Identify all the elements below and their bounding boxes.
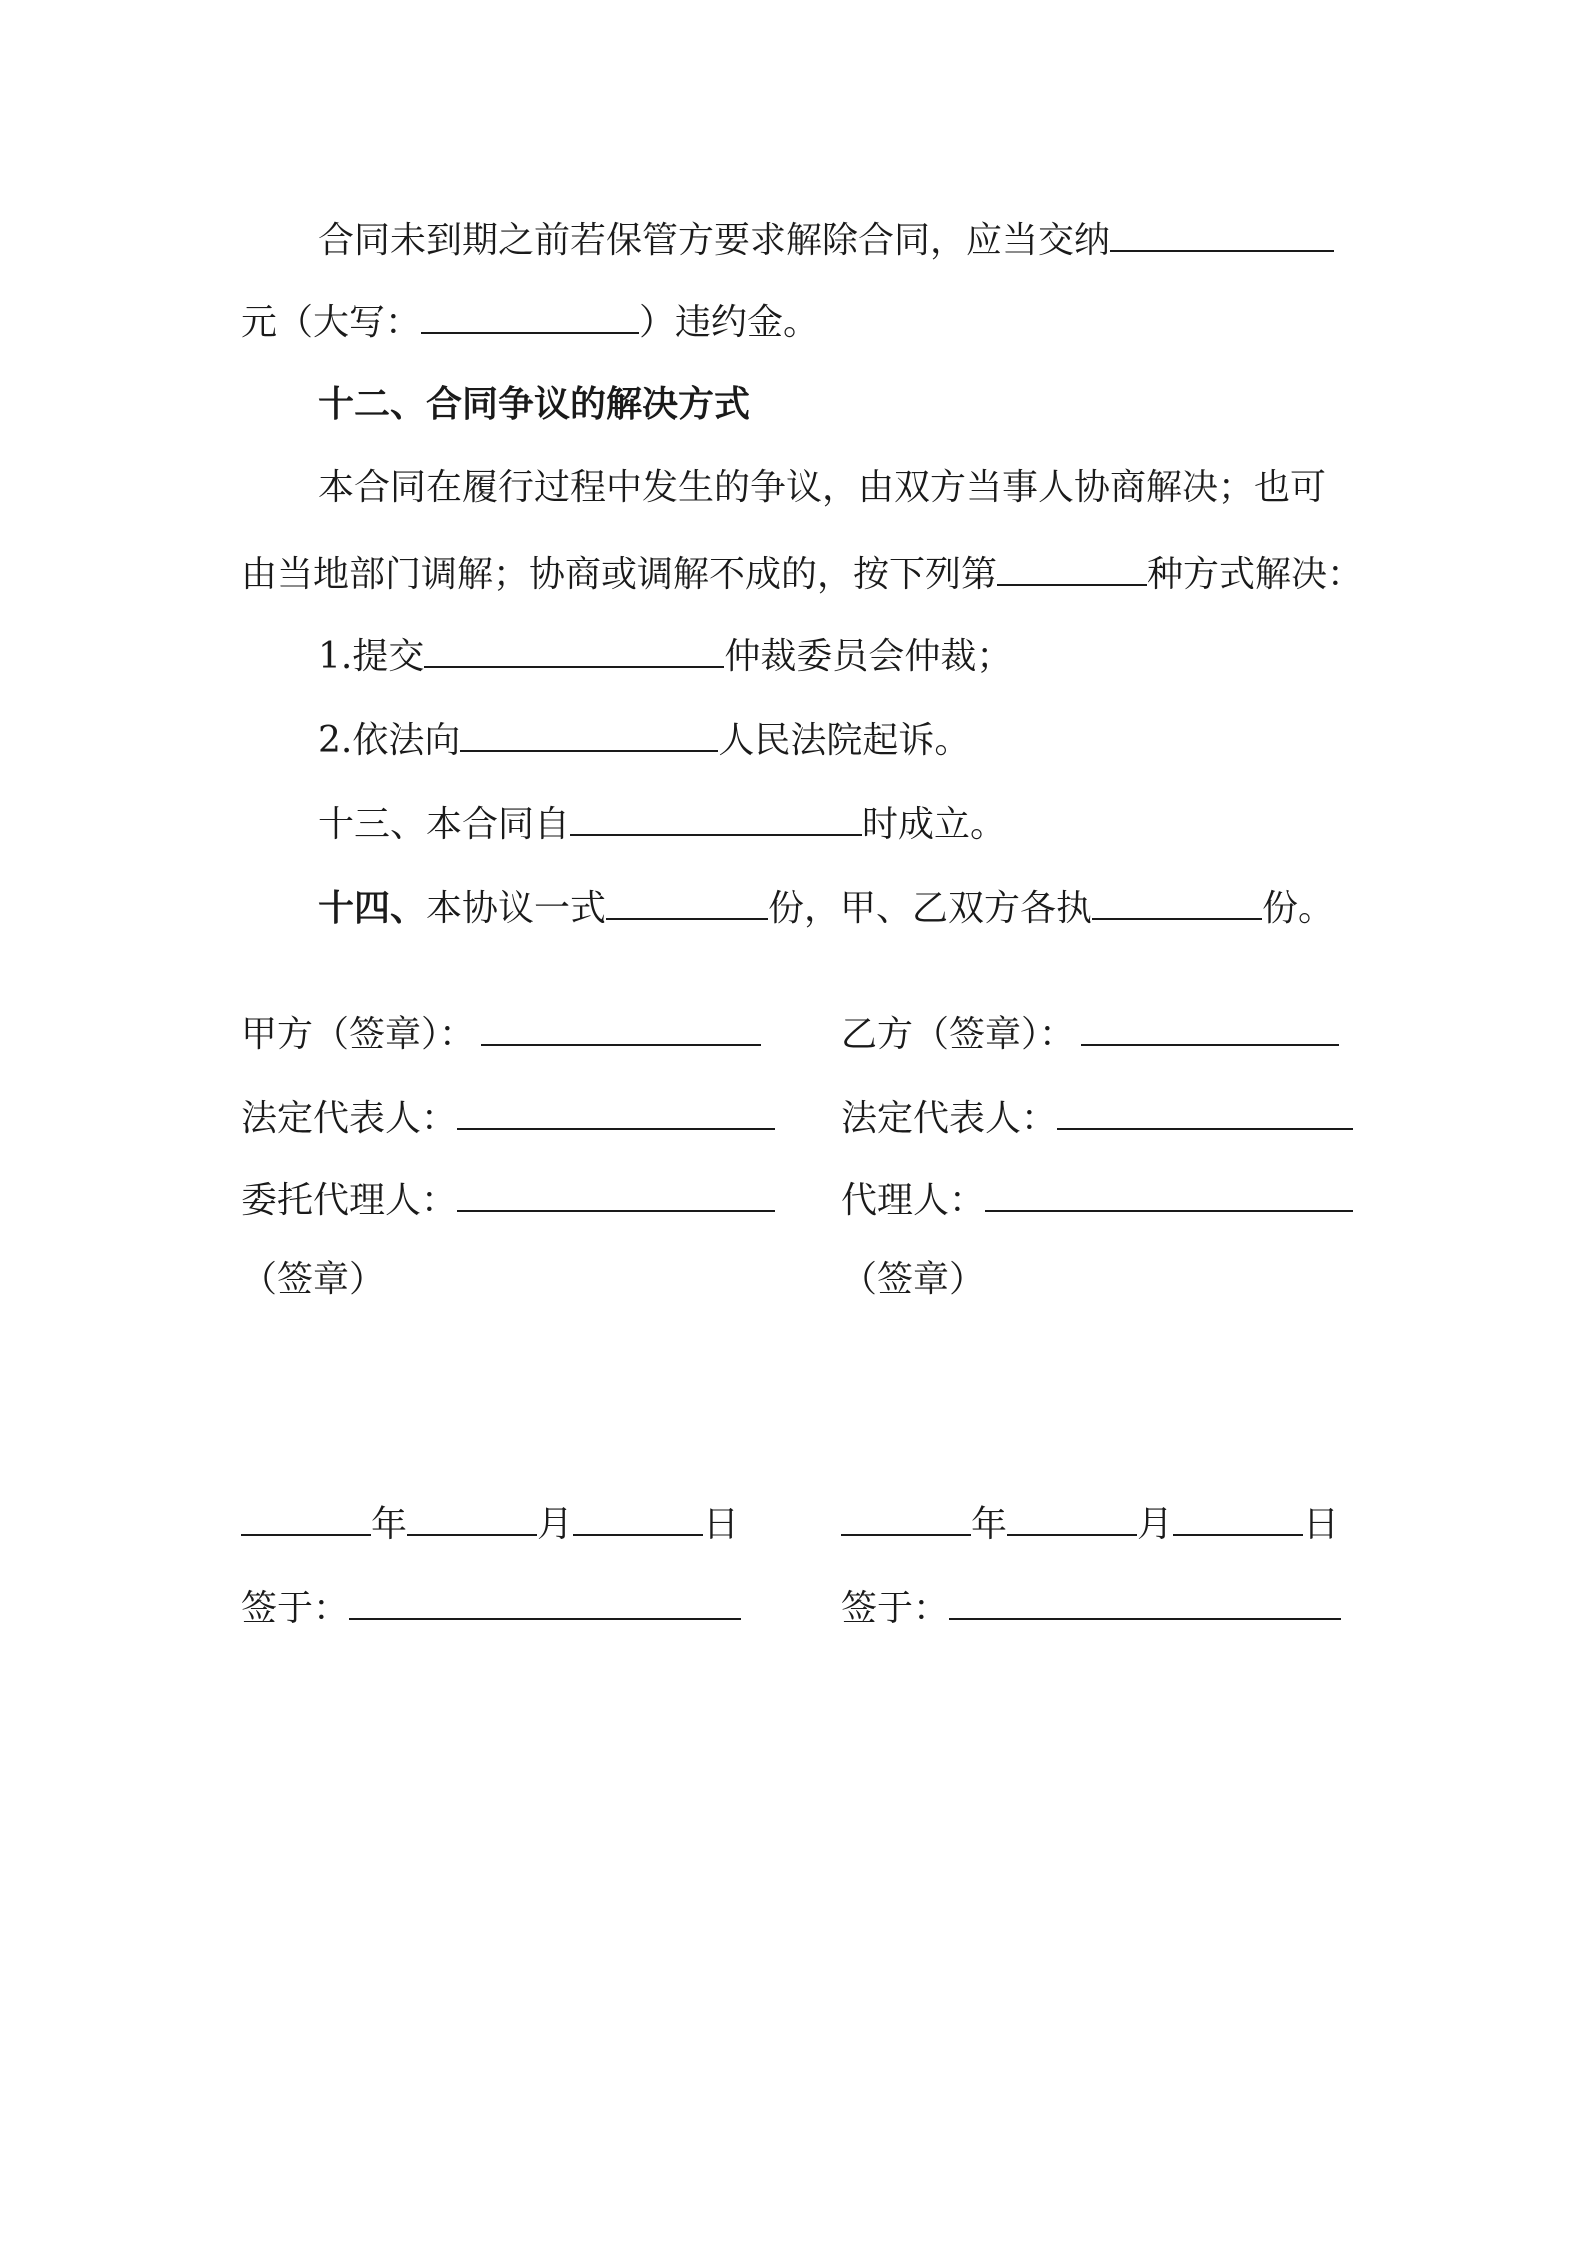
clause14-text: 本协议一式 [426, 888, 607, 929]
party-a-signed-at [241, 1582, 741, 1630]
party-b-sign-blank[interactable] [1081, 1008, 1339, 1046]
penalty-amount-blank[interactable] [1110, 214, 1334, 252]
clause12-para2-suffix: 种方式解决： [1147, 554, 1364, 595]
party-a-sign [241, 1008, 761, 1056]
clause12-para2 [241, 548, 1363, 596]
party-b-signed-at [841, 1582, 1341, 1630]
clause12-para1: 本合同在履行过程中发生的争议，由双方当事人协商解决；也可 [318, 467, 1327, 508]
penalty-suffix: ）违约金。 [639, 302, 820, 343]
party-a-rep-blank[interactable] [457, 1092, 775, 1130]
party-b-date [841, 1498, 1339, 1546]
party-b-rep-label: 法定代表人： [841, 1098, 1058, 1139]
party-b-month-label: 月 [1137, 1504, 1174, 1545]
party-b-agent-label: 代理人： [841, 1180, 986, 1221]
clause13-text: 十三、本合同自 [318, 804, 571, 845]
party-b-year-blank[interactable] [841, 1498, 971, 1536]
clause12-option1 [318, 630, 1012, 678]
party-b-year-label: 年 [971, 1504, 1008, 1545]
arbitration-commission-blank[interactable] [424, 630, 724, 668]
party-b-day-blank[interactable] [1173, 1498, 1303, 1536]
option1-suffix: 仲裁委员会仲裁； [724, 636, 1013, 677]
party-b-rep [841, 1092, 1353, 1140]
party-a-signed-at-label: 签于： [241, 1588, 350, 1629]
penalty-uppercase-blank[interactable] [421, 296, 639, 334]
party-a-day-label: 日 [703, 1504, 740, 1545]
party-a-sign-label: 甲方（签章）： [241, 1014, 476, 1055]
copies-total-blank[interactable] [606, 882, 768, 920]
party-b-month-blank[interactable] [1007, 1498, 1137, 1536]
effective-time-blank[interactable] [570, 798, 862, 836]
dispute-method-blank[interactable] [997, 548, 1147, 586]
clause11-line2 [241, 296, 819, 344]
party-b-signed-at-blank[interactable] [949, 1582, 1341, 1620]
clause13-suffix: 时成立。 [862, 804, 1007, 845]
party-a-rep [241, 1092, 775, 1140]
party-a-signed-at-blank[interactable] [349, 1582, 741, 1620]
party-a-day-blank[interactable] [573, 1498, 703, 1536]
party-b-signed-at-label: 签于： [841, 1588, 950, 1629]
party-b-day-label: 日 [1303, 1504, 1340, 1545]
party-b-rep-blank[interactable] [1057, 1092, 1353, 1130]
party-a-agent [241, 1174, 775, 1222]
clause12-option2 [318, 714, 970, 762]
party-b-agent [841, 1174, 1353, 1222]
penalty-uppercase-label: 元（大写： [241, 302, 422, 343]
clause11-line1 [318, 214, 1334, 262]
court-name-blank[interactable] [460, 714, 718, 752]
clause14-mid: 份，甲、乙双方各执 [768, 888, 1093, 929]
party-a-year-blank[interactable] [241, 1498, 371, 1536]
party-b-sign-label: 乙方（签章）： [841, 1014, 1076, 1055]
clause14-number: 十四、 [318, 887, 427, 929]
clause12-para2-text: 由当地部门调解；协商或调解不成的，按下列第 [241, 554, 998, 595]
party-b-seal: （签章） [841, 1259, 986, 1300]
option2-label: 2.依法向 [318, 720, 461, 761]
party-a-month-blank[interactable] [407, 1498, 537, 1536]
party-b-agent-blank[interactable] [985, 1174, 1353, 1212]
party-a-seal: （签章） [241, 1259, 386, 1300]
option1-label: 1.提交 [318, 636, 425, 677]
party-a-agent-blank[interactable] [457, 1174, 775, 1212]
clause11-text: 合同未到期之前若保管方要求解除合同，应当交纳 [318, 220, 1111, 261]
clause14-suffix: 份。 [1262, 888, 1335, 929]
party-a-agent-label: 委托代理人： [241, 1180, 458, 1221]
party-a-date [241, 1498, 739, 1546]
option2-suffix: 人民法院起诉。 [718, 720, 971, 761]
party-a-rep-label: 法定代表人： [241, 1098, 458, 1139]
party-b-sign [841, 1008, 1339, 1056]
copies-each-blank[interactable] [1092, 882, 1262, 920]
clause14 [318, 882, 1334, 930]
party-a-year-label: 年 [371, 1504, 408, 1545]
clause13 [318, 798, 1006, 846]
party-a-sign-blank[interactable] [481, 1008, 761, 1046]
party-a-month-label: 月 [537, 1504, 574, 1545]
clause12-heading: 十二、合同争议的解决方式 [318, 383, 751, 425]
